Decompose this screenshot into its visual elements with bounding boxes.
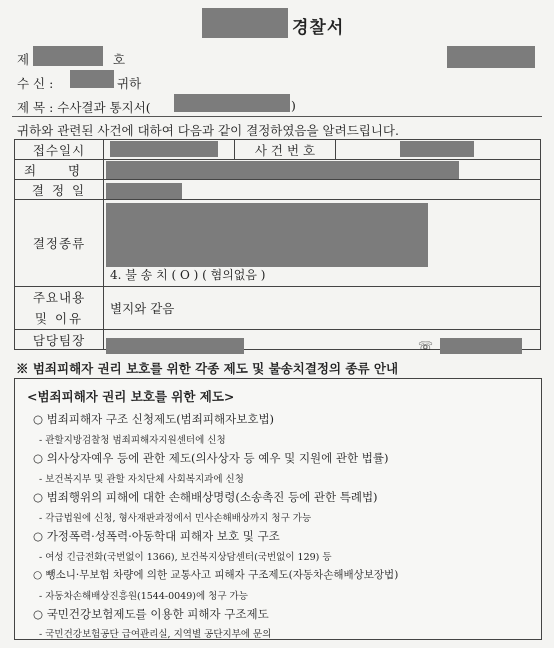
subject-close: ) bbox=[291, 98, 296, 113]
subject-label: 제 목 : 수사결과 통지서( bbox=[17, 100, 151, 115]
redacted-case-number bbox=[400, 141, 474, 157]
redacted-phone bbox=[440, 338, 522, 354]
redacted-doc-no bbox=[33, 46, 103, 66]
victim-rights-box bbox=[14, 378, 542, 640]
list-item: ○ 국민건강보험제도를 이용한 피해자 구조제도 bbox=[33, 607, 269, 621]
recipient-label: 수 신 : bbox=[17, 76, 54, 91]
main-content-label-1: 주요내용 bbox=[32, 290, 86, 305]
divider-top bbox=[12, 116, 542, 117]
table-row bbox=[15, 287, 541, 330]
redacted-recipient bbox=[70, 70, 114, 88]
decision-date-label: 결 정 일 bbox=[15, 180, 104, 200]
list-item: ○ 범죄피해자 구조 신청제도(범죄피해자보호법) bbox=[33, 412, 275, 426]
officer-label: 담당팀장 bbox=[15, 330, 104, 350]
list-item-detail: - 자동차손해배상진흥원(1544-0049)에 청구 가능 bbox=[39, 591, 248, 602]
decision-type-label: 결정종류 bbox=[15, 200, 104, 287]
list-item: ○ 의사상자예우 등에 관한 제도(의사상자 등 예우 및 지원에 관한 법률) bbox=[33, 451, 389, 465]
redacted-received-date bbox=[110, 141, 218, 157]
doc-no-suffix: 호 bbox=[113, 52, 126, 67]
redacted-decision-date bbox=[106, 183, 182, 199]
rights-notice-heading: ※ 범죄피해자 권리 보호를 위한 각종 제도 및 불송치결정의 종류 안내 bbox=[16, 361, 399, 376]
redacted-station-name bbox=[202, 8, 288, 38]
redacted-subject bbox=[174, 94, 290, 112]
main-content-label-2: 및 이유 bbox=[34, 311, 84, 326]
list-item-detail: - 관할지방검찰청 범죄피해자지원센터에 신청 bbox=[39, 435, 226, 446]
list-item-detail: - 여성 긴급전화(국번없이 1366), 보건복지상담센터(국번없이 129) 등 bbox=[39, 552, 332, 563]
redacted-officer-name bbox=[106, 338, 244, 354]
list-item: ○ 가정폭력·성폭력·아동학대 피해자 보호 및 구조 bbox=[33, 529, 280, 543]
recipient-suffix: 귀하 bbox=[117, 76, 142, 91]
list-item: ○ 범죄행위의 피해에 대한 손해배상명령(소송촉진 등에 관한 특례법) bbox=[33, 490, 378, 504]
received-date-label: 접수일시 bbox=[15, 140, 104, 160]
table-row bbox=[15, 180, 541, 200]
main-content-label bbox=[15, 287, 104, 330]
phone-icon: ☏ bbox=[418, 339, 434, 353]
doc-no-prefix: 제 bbox=[17, 52, 30, 67]
document-title: 경찰서 bbox=[292, 18, 345, 38]
rights-section-title: <범죄피해자 권리 보호를 위한 제도> bbox=[27, 389, 235, 404]
redacted-decision-detail bbox=[106, 203, 428, 267]
intro-text: 귀하와 관련된 사건에 대하여 다음과 같이 결정하였음을 알려드립니다. bbox=[17, 123, 399, 138]
redacted-date bbox=[447, 46, 535, 68]
case-number-label: 사 건 번 호 bbox=[235, 140, 336, 160]
charge-label: 죄 명 bbox=[15, 160, 104, 180]
main-content-value: 별지와 같음 bbox=[104, 287, 541, 330]
list-item-detail: - 국민건강보험공단 급여관리실, 지역별 공단지부에 문의 bbox=[39, 629, 272, 640]
list-item-detail: - 보건복지부 및 관할 자치단체 사회복지과에 신청 bbox=[39, 474, 244, 485]
list-item-detail: - 각급법원에 신청, 형사재판과정에서 민사손해배상까지 청구 가능 bbox=[39, 513, 312, 524]
decision-type-value: 4. 불 송 치 ( O ) ( 혐의없음 ) bbox=[110, 268, 266, 282]
list-item: ○ 뺑소니·무보험 차량에 의한 교통사고 피해자 구조제도(자동차손해배상보장법) bbox=[33, 569, 399, 581]
redacted-charge bbox=[106, 161, 459, 179]
